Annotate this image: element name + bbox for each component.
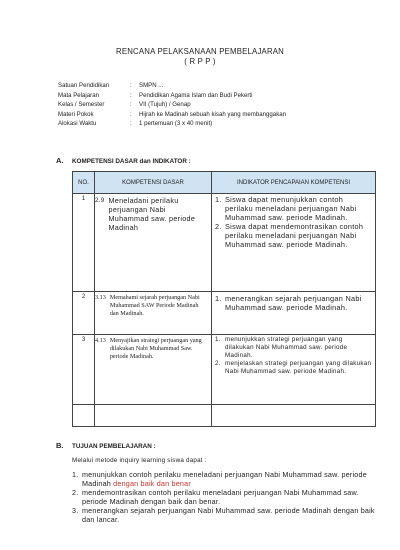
- section-letter: B.: [56, 441, 64, 450]
- section-title: KOMPETENSI DASAR dan INDIKATOR :: [72, 158, 191, 165]
- indicator-item: 1. menunjukkan strategi perjuangan yang dilakukan Nabi Muhammad saw. periode Madinah.: [215, 336, 348, 360]
- info-row-subject: [58, 91, 286, 101]
- section-b-heading: [56, 441, 156, 450]
- kd-cell: [95, 335, 212, 405]
- info-value: 1 pertemuan (3 x 40 menit): [139, 120, 213, 128]
- indicator-cell: [212, 292, 376, 335]
- kd-number: 3.13: [95, 294, 106, 301]
- info-colon: :: [130, 110, 132, 118]
- section-title: TUJUAN PEMBELAJARAN :: [72, 443, 156, 450]
- header-indicator: INDIKATOR PENCAPAIAN KOMPETENSI: [212, 172, 376, 194]
- table-header-row: [73, 172, 376, 194]
- objectives-list: [72, 470, 378, 525]
- info-label: Kelas / Semester: [58, 101, 105, 109]
- info-label: Alokasi Waktu: [58, 120, 97, 128]
- info-row-time: [58, 119, 286, 129]
- objective-item: 2. mendemontrasikan contoh perilaku meneladani perjuangan Nabi Muhammad saw. periode Madinah dengan baik dan benar.: [72, 488, 359, 507]
- info-row-school: [58, 81, 286, 91]
- kd-text: Memahami sejarah perjuangan Nabi Muhammad SAW Periode Madinah dan Madinah.: [109, 294, 200, 318]
- indicator-cell: [212, 194, 376, 292]
- kd-text: Menyajikan strategi perjuangan yang dilakukan Nabi Muhammad Saw. periode Madinah.: [109, 337, 202, 361]
- identity-block: [58, 81, 286, 129]
- indicator-item: 1. Siswa dapat menunjukkan contoh perilaku meneladani perjuangan Nabi Muhammad saw. periode Madinah.: [215, 195, 357, 223]
- table-row-empty: [73, 405, 376, 427]
- table-row: [73, 194, 376, 292]
- row-no: 1: [73, 194, 95, 292]
- table-row: [73, 292, 376, 335]
- kd-number: 4.13: [95, 337, 106, 344]
- kd-text: Meneladani perilaku perjuangan Nabi Muhammad saw. periode Madinah: [108, 196, 196, 232]
- competency-table: [72, 171, 376, 427]
- info-colon: :: [130, 91, 132, 99]
- info-label: Materi Pokok: [58, 110, 94, 118]
- info-label: Satuan Pendidikan: [58, 82, 110, 89]
- info-value: Pendidikan Agama Islam dan Budi Pekerti: [139, 91, 253, 99]
- header-kd: KOMPETENSI DASAR: [95, 172, 212, 194]
- info-colon: :: [130, 82, 132, 89]
- info-value: SMPN ...: [139, 82, 164, 89]
- indicator-item: 1. menerangkan sejarah perjuangan Nabi Muhammad saw. periode Madinah.: [215, 294, 362, 313]
- indicator-item: 2. menjelaskan strategi perjuangan yang dilakukan Nabi Muhammad saw. periode Madinah.: [215, 360, 372, 376]
- table-row: [73, 335, 376, 405]
- info-value: VII (Tujuh) / Genap: [139, 101, 191, 109]
- kd-cell: [95, 194, 212, 292]
- row-no: 2: [73, 292, 95, 335]
- objective-item: 1. menunjukkan contoh perilaku meneladani perjuangan Nabi Muhammad saw. periode Madinah dengan baik dan benar: [72, 470, 367, 489]
- kd-cell: [95, 292, 212, 335]
- info-colon: :: [130, 120, 132, 128]
- info-label: Mata Pelajaran: [58, 91, 99, 99]
- section-letter: A.: [56, 156, 64, 165]
- document-subtitle: ( R P P ): [184, 57, 216, 66]
- info-colon: :: [130, 101, 132, 109]
- kd-number: 2.9: [95, 197, 105, 204]
- objective-item: 3. menerangkan sejarah perjuangan Nabi Muhammad saw. periode Madinah dengan baik dan lancar.: [72, 506, 375, 525]
- info-row-class: [58, 100, 286, 110]
- document-title: RENCANA PELAKSANAAN PEMBELAJARAN: [115, 47, 285, 56]
- section-a-heading: [56, 156, 191, 165]
- objectives-intro: Melalui metode inquiry learning siswa dapat :: [72, 457, 207, 464]
- info-value: Hijrah ke Madinah sebuah kisah yang membanggakan: [139, 110, 287, 118]
- indicator-cell: [212, 335, 376, 405]
- info-row-topic: [58, 110, 286, 120]
- highlighted-text: dengan baik dan benar: [113, 479, 191, 489]
- header-no: NO.: [73, 172, 95, 194]
- indicator-item: 2. Siswa dapat mendemontrasikan contoh perilaku meneladani perjuangan Nabi Muhammad saw. periode Madinah.: [215, 222, 364, 250]
- row-no: 3: [73, 335, 95, 405]
